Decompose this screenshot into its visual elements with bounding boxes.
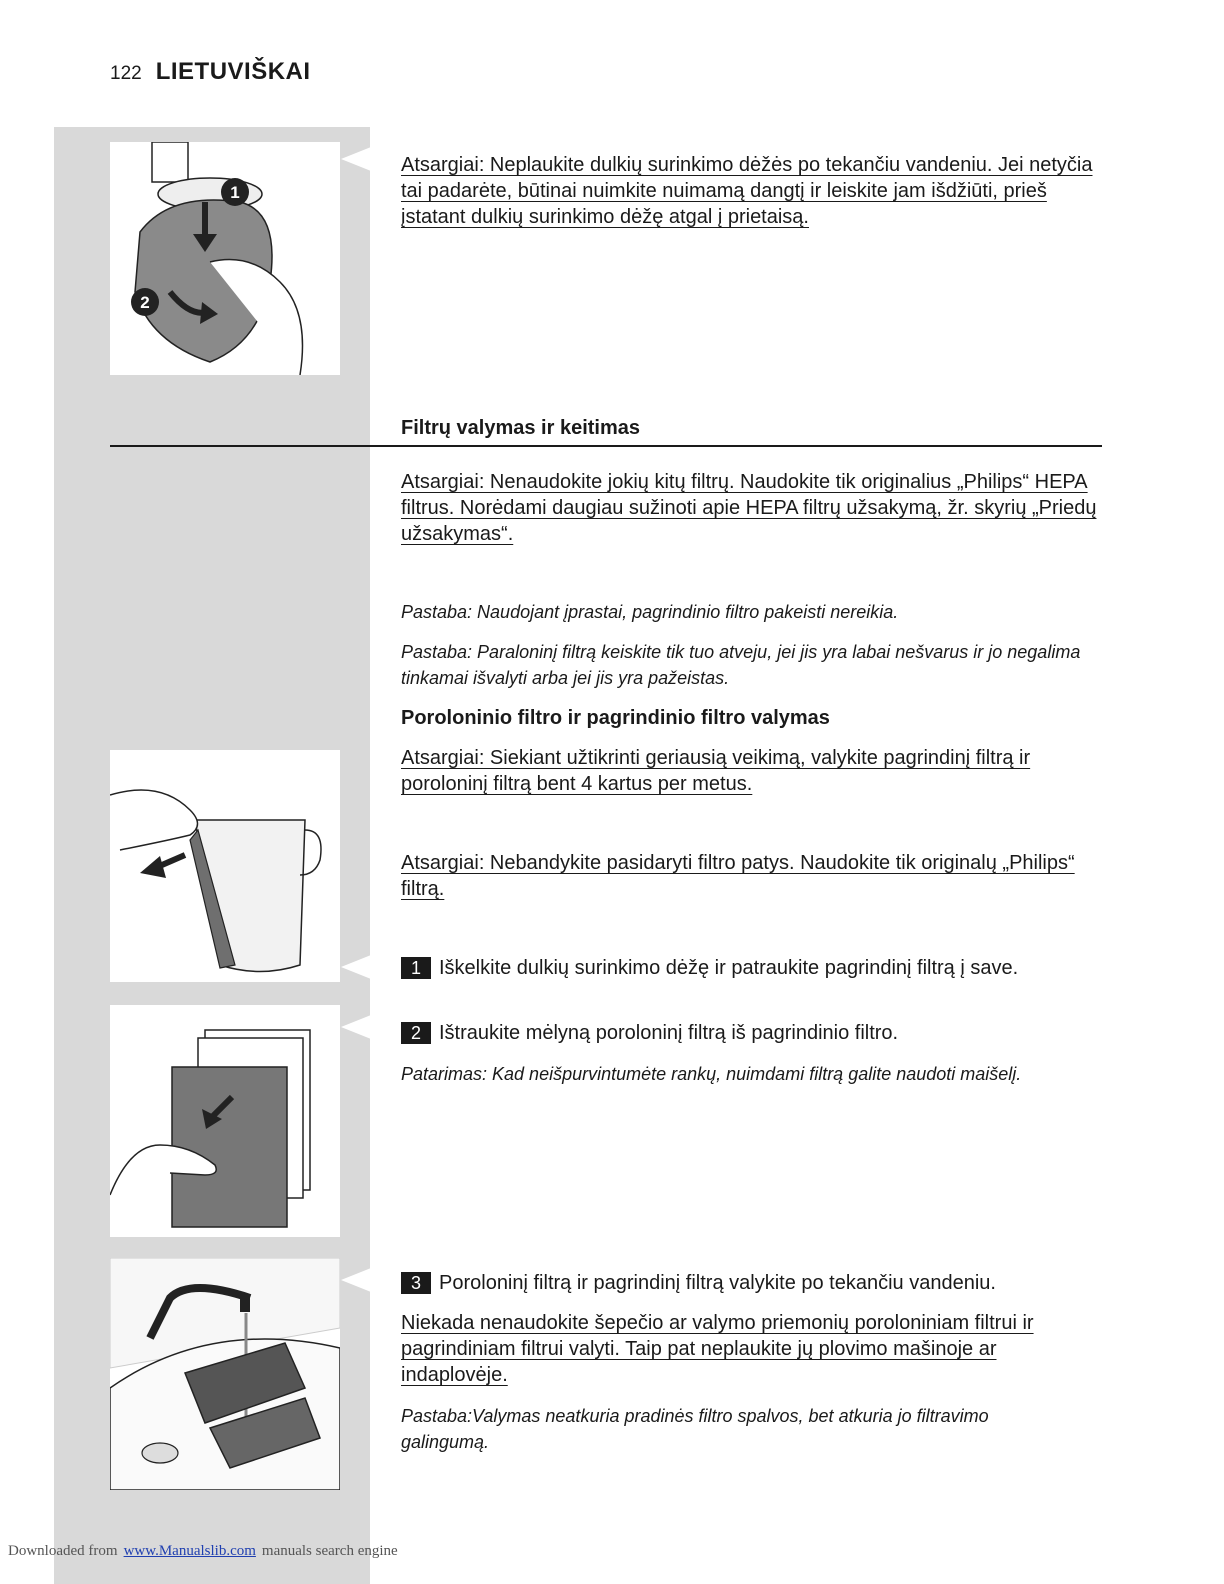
warning-no-brush: Niekada nenaudokite šepečio ar valymo priemonių poroloniniam filtrui ir pagrindiniam filtrui valyti. Taip pat neplaukite jų plovimo mašinoje ar indaplovėje. <box>401 1312 1034 1386</box>
pointer-notch <box>341 1268 371 1292</box>
callout-1-label: 1 <box>230 183 240 202</box>
step-1 <box>401 955 1101 981</box>
step-2-number: 2 <box>401 1022 431 1044</box>
note-foam-filter: Pastaba: Paraloninį filtrą keiskite tik tuo atveju, jei jis yra labai nešvarus ir jo negalima tinkamai išvalyti arba jei jis yra pažeistas. <box>401 642 1081 688</box>
figure-remove-lid <box>110 142 340 375</box>
footer-suffix: manuals search engine <box>261 1543 398 1559</box>
page-number: 122 <box>110 63 142 84</box>
pointer-notch <box>341 1015 371 1039</box>
note-main-filter: Pastaba: Naudojant įprastai, pagrindinio filtro pakeisti nereikia. <box>401 602 899 622</box>
heading-foam-main-cleaning: Poroloninio filtro ir pagrindinio filtro valymas <box>401 707 830 729</box>
figure-wash-filters <box>110 1258 340 1490</box>
page-language-title: LIETUVIŠKAI <box>155 58 311 85</box>
step-3-text: Poroloninį filtrą ir pagrindinį filtrą valykite po tekančiu vandeniu. <box>439 1272 996 1294</box>
figure-pull-filter <box>110 750 340 982</box>
manualslib-link[interactable]: www.Manualslib.com <box>123 1543 256 1559</box>
note-color: Pastaba:Valymas neatkuria pradinės filtro spalvos, bet atkuria jo filtravimo galingumą. <box>401 1406 989 1452</box>
step-1-text: Iškelkite dulkių surinkimo dėžę ir patraukite pagrindinį filtrą į save. <box>439 957 1019 979</box>
step-2-text: Ištraukite mėlyną poroloninį filtrą iš pagrindinio filtro. <box>439 1022 899 1044</box>
page-header <box>110 58 311 86</box>
warning-diy-filter: Atsargiai: Nebandykite pasidaryti filtro patys. Naudokite tik originalų „Philips“ filtrą. <box>401 852 1075 900</box>
section-divider <box>110 445 1102 447</box>
warning-clean-frequency: Atsargiai: Siekiant užtikrinti geriausią veikimą, valykite pagrindinį filtrą ir poroloninį filtrą bent 4 kartus per metus. <box>401 747 1031 795</box>
heading-filter-cleaning: Filtrų valymas ir keitimas <box>401 417 641 439</box>
callout-2-label: 2 <box>140 293 150 312</box>
step-3-number: 3 <box>401 1272 431 1294</box>
warning-original-filters: Atsargiai: Nenaudokite jokių kitų filtrų. Naudokite tik originalius „Philips“ HEPA filtrus. Norėdami daugiau sužinoti apie HEPA filtrų užsakymą, žr. skyrių „Priedų užsakymas“. <box>401 471 1097 545</box>
step-1-number: 1 <box>401 957 431 979</box>
pointer-notch <box>341 147 371 171</box>
step-2 <box>401 1020 1101 1046</box>
warning-dust-container: Atsargiai: Neplaukite dulkių surinkimo dėžės po tekančiu vandeniu. Jei netyčia tai padarėte, būtinai nuimkite nuimamą dangtį ir leiskite jam išdžiūti, prieš įstatant dulkių surinkimo dėžę atgal į prietaisą. <box>401 154 1093 228</box>
step-3 <box>401 1270 1101 1296</box>
download-footer <box>8 1543 398 1560</box>
pointer-notch <box>341 955 371 979</box>
figure-remove-foam <box>110 1005 340 1237</box>
tip-use-bag: Patarimas: Kad neišpurvintumėte rankų, nuimdami filtrą galite naudoti maišelį. <box>401 1064 1022 1084</box>
footer-prefix: Downloaded from <box>8 1543 118 1559</box>
